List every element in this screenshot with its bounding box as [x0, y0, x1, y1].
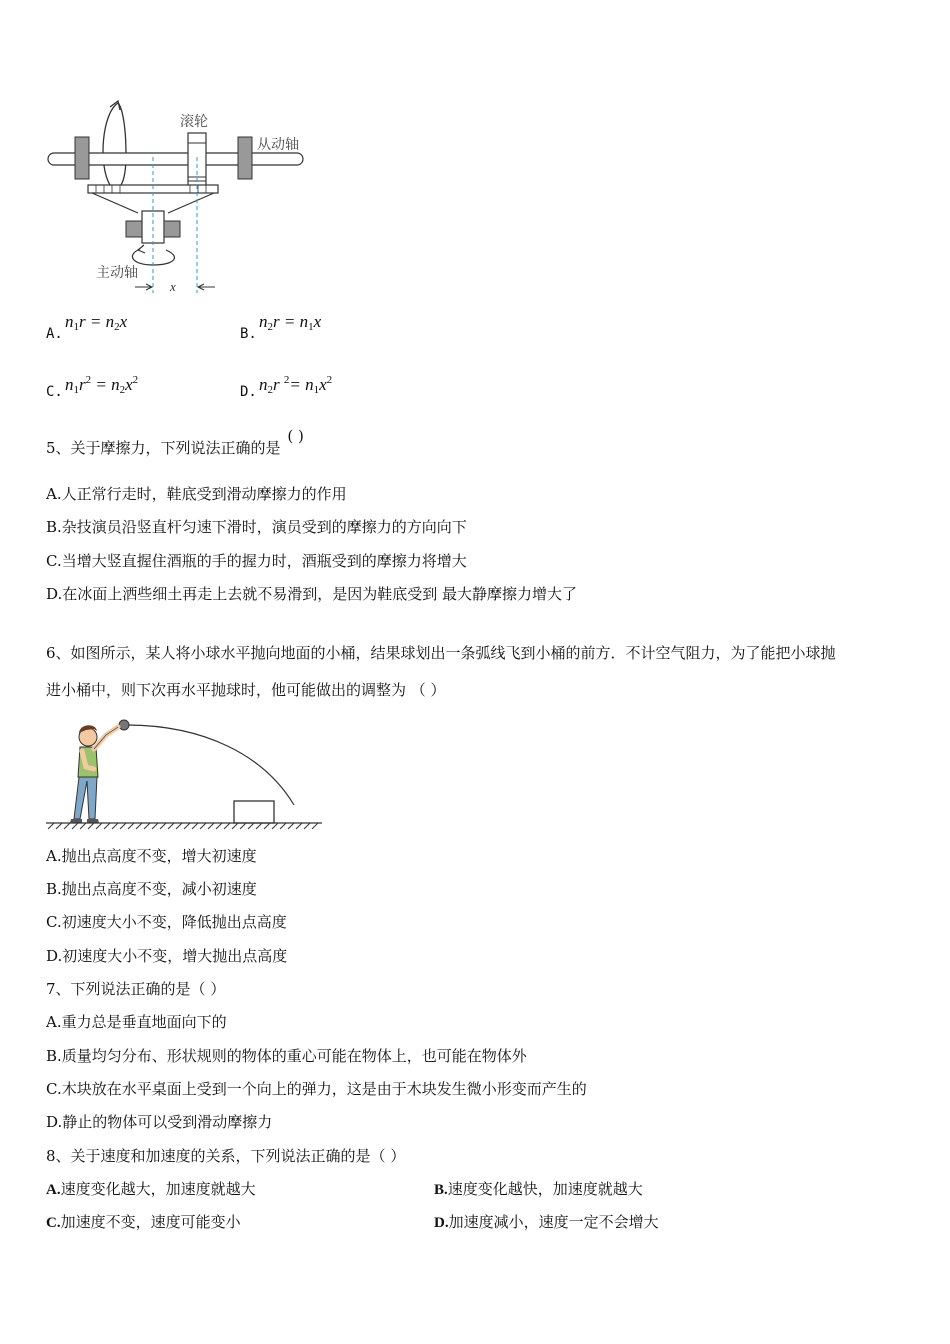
q8-stem: 8、关于速度和加速度的关系，下列说法正确的是（ ） [46, 1147, 406, 1165]
formula: $n_1r^2 = n_2x^2$ [65, 374, 139, 396]
option-text: 加速度不变，速度可能变小 [60, 1213, 241, 1231]
q7-stem: 7、下列说法正确的是（ ） [46, 980, 226, 998]
q7-option-c[interactable]: C.木块放在水平桌面上受到一个向上的弹力，这是由于木块发生微小形变而产生的 [46, 1080, 587, 1098]
question-text: 5、关于摩擦力，下列说法正确的是 [46, 439, 281, 457]
option-text: 速度变化越大，加速度就越大 [60, 1180, 256, 1198]
q5-option-c[interactable]: C.当增大竖直握住酒瓶的手的握力时，酒瓶受到的摩擦力将增大 [46, 552, 467, 570]
q6-option-a[interactable]: A.抛出点高度不变，增大初速度 [46, 847, 257, 865]
q6-option-c[interactable]: C.初速度大小不变，降低抛出点高度 [46, 913, 287, 931]
q6-stem-line1: 6、如图所示，某人将小球水平抛向地面的小桶，结果球划出一条弧线飞到小桶的前方．不计空气阻力，为了能把小球抛 [46, 644, 836, 662]
q5-option-d[interactable]: D.在冰面上洒些细土再走上去就不易滑到，是因为鞋底受到 最大静摩擦力增大了 [46, 585, 578, 603]
option-letter: C. [46, 1215, 61, 1231]
q5-option-a[interactable]: A.人正常行走时，鞋底受到滑动摩擦力的作用 [46, 485, 347, 503]
formula: $n_2r = n_1x$ [259, 312, 322, 333]
option-letter: B. [240, 326, 257, 342]
driven-shaft-label: 从动轴 [257, 137, 299, 153]
q7-option-d[interactable]: D.静止的物体可以受到滑动摩擦力 [46, 1113, 273, 1131]
distance-x-label: x [170, 279, 176, 294]
roller-label: 滚轮 [180, 114, 208, 130]
q8-option-d[interactable] [434, 1212, 659, 1233]
driving-shaft-label: 主动轴 [96, 265, 138, 281]
roller-shaft-figure [40, 95, 340, 300]
q6-option-b[interactable]: B.抛出点高度不变，减小初速度 [46, 880, 257, 898]
q8-option-b[interactable] [434, 1179, 643, 1200]
q6-option-d[interactable]: D.初速度大小不变，增大抛出点高度 [46, 947, 288, 965]
option-letter: A. [46, 326, 63, 342]
formula: $n_1r = n_2x$ [65, 312, 128, 333]
option-letter: B. [434, 1182, 448, 1198]
q8-option-c[interactable] [46, 1212, 241, 1233]
option-letter: C. [46, 384, 63, 400]
bucket [234, 801, 274, 823]
answer-paren: ( ) [287, 427, 304, 445]
option-letter: A. [46, 1182, 61, 1198]
option-letter: D. [240, 384, 257, 400]
option-text: 加速度减小，速度一定不会增大 [448, 1213, 659, 1231]
q7-option-b[interactable]: B.质量均匀分布、形状规则的物体的重心可能在物体上，也可能在物体外 [46, 1047, 527, 1065]
q6-stem-line2: 进小桶中，则下次再水平抛球时，他可能做出的调整为 （ ） [46, 681, 446, 699]
option-text: 速度变化越快，加速度就越大 [447, 1180, 643, 1198]
option-letter: D. [434, 1215, 449, 1231]
q8-option-a[interactable] [46, 1179, 256, 1200]
q5-stem [46, 427, 304, 458]
person-icon [70, 725, 118, 823]
ball-icon [119, 720, 129, 730]
throw-figure [44, 715, 326, 833]
q7-option-a[interactable]: A.重力总是垂直地面向下的 [46, 1013, 227, 1031]
formula: $n_2r$ $^2= n_1x^2$ [259, 374, 333, 396]
q5-option-b[interactable]: B.杂技演员沿竖直杆匀速下滑时，演员受到的摩擦力的方向向下 [46, 518, 467, 536]
